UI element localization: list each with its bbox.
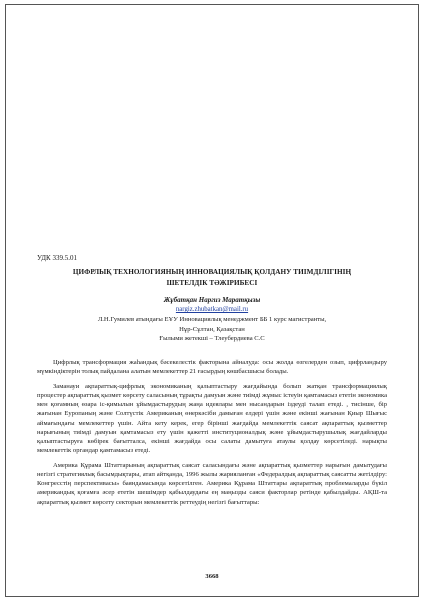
paragraph-3: Америка Құрама Штаттарының ақпараттық саясат саласындағы және ақпараттық қызметтер нарығын дамытудағы негізгі стратегиялық басымдықтары, атап айтқанда, 1996 жылы жарияланған «Федералдық ақпараттық саясатты жетілдіру: Конгресстің перспективасы» баяндамасында көрсетілген. Америка Құрама Штаттары ақпараттық проблемаларды бүкіл американдық қоғамға әсер ететін шешімдер қабылдаудағы ең маңызды саяси факторлар ретінде қабылдайды. АҚШ-та ақпараттық қызмет көрсету секторын мемлекеттік реттеудің негізгі бағыттары:	[37, 461, 387, 506]
affiliation-line-1: Л.Н.Гумилев атындағы ЕҰУ Инновациялық менеджмент ББ 1 курс магистранты,	[97, 316, 327, 323]
article-body	[37, 358, 387, 512]
paragraph-2: Заманауи ақпараттық-цифрлық экономиканың қалыптастыру жағдайында болып жатқан трансформациялық процестер ақпараттық қызмет көрсету саласының тұрақты дамуын және тиімді жұмыс істеуін қамтамасыз ететін экономика мен қоғамның өзара іс-қимылын ұйымдастырудың жаңа идеялары мен нысандарын іздеуді талап етеді. , тисінше, бір жағынан Еуропаның және Солтүстік Американың өнеркәсіби дамыған елдері үшін және екінші жағынан Қиыр Шығыс аймағындағы мемлекеттер үшін. Айта кету керек, егер бірінші жағдайда мемлекеттік саясат ақпараттық қызметтер нарығының тиімді дамуын қамтамасыз ету үшін қажетті институционалдық және ұйымдастырушылық жағдайларды қалыптастыруға көбірек бағытталса, екінші жағдайда осы салаты дамытуға атаулы қолдау көрсетіледі. нарықты мемлекеттік органдар қамтамасыз етеді.	[37, 382, 387, 455]
title-line-2: ШЕТЕЛДІК ТӘЖІРИБЕСІ	[166, 279, 258, 287]
title-line-1: ЦИФРЛЫҚ ТЕХНОЛОГИЯНЫҢ ИННОВАЦИЯЛЫҚ ҚОЛДАНУ ТИІМДІЛІГІНІҢ	[72, 268, 352, 276]
article-title	[44, 267, 380, 289]
affiliation-line-3: Ғылыми жетекші – Тлеубердиева С.С	[159, 335, 265, 343]
udk-code: УДК 339.5.01	[37, 254, 77, 262]
page-number: 3668	[205, 573, 219, 580]
paragraph-1: Цифрлық трансформация жаһандық бәсекелестік факторына айналуда: осы жолда өзгелерден озып, цифрландыру мүмкіндіктерін толық пайдалана алатын мемлекеттер 21 ғасырдың көшбасшысы болады.	[37, 359, 387, 376]
author-name: Жұбатқан Наргиз Маратқызы	[163, 296, 261, 304]
affiliation	[44, 315, 380, 344]
author-email-link[interactable]: nargiz.zhubatkan@mail.ru	[175, 306, 249, 313]
affiliation-line-2: Нұр-Сұлтан, Қазақстан	[179, 325, 245, 333]
